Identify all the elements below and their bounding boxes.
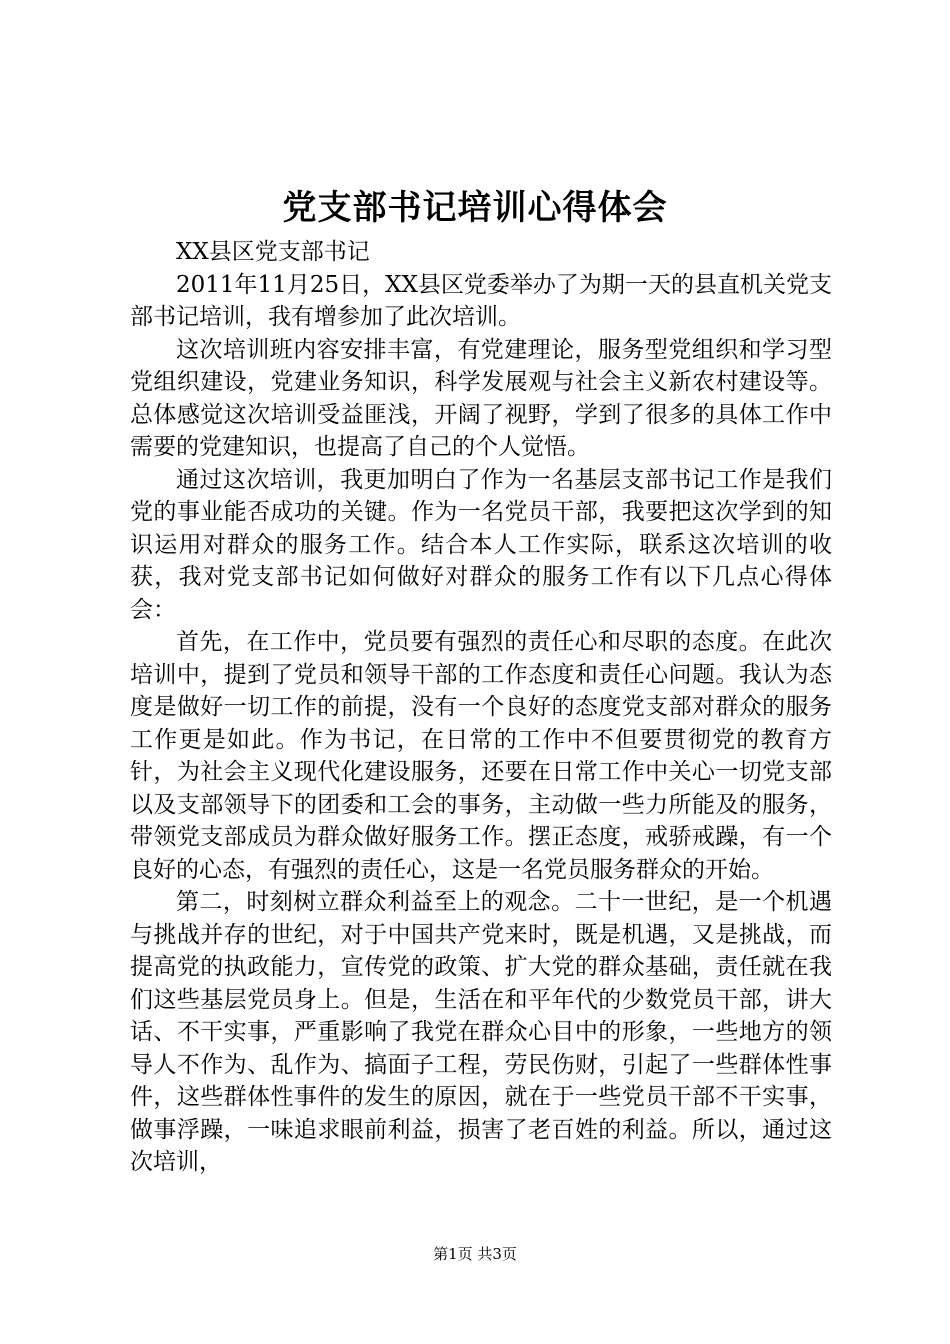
paragraph: 通过这次培训，我更加明白了作为一名基层支部书记工作是我们党的事业能否成功的关键。作为一名党员干部，我要把这次学到的知识运用对群众的服务工作。结合本人工作实际，联系这次培训的收获，我对党支部书记如何做好对群众的服务工作有以下几点心得体会： (130, 466, 832, 623)
document-title: 党支部书记培训心得体会 (282, 188, 668, 228)
paragraph: 这次培训班内容安排丰富，有党建理论，服务型党组织和学习型党组织建设，党建业务知识，科学发展观与社会主义新农村建设等。总体感觉这次培训受益匪浅，开阔了视野，学到了很多的具体工作中需要的党建知识，也提高了自己的个人觉悟。 (130, 336, 832, 460)
author-line: XX县区党支部书记 (176, 239, 370, 265)
page-footer: 第1页 共3页 (433, 1245, 517, 1263)
paragraph: 首先，在工作中，党员要有强烈的责任心和尽职的态度。在此次培训中，提到了党员和领导干部的工作态度和责任心问题。我认为态度是做好一切工作的前提，没有一个良好的态度党支部对群众的服务工作更是如此。作为书记，在日常的工作中不但要贯彻党的教育方针，为社会主义现代化建设服务，还要在日常工作中关心一切党支部以及支部领导下的团委和工会的事务，主动做一些力所能及的服务，带领党支部成员为群众做好服务工作。摆正态度，戒骄戒躁，有一个良好的心态，有强烈的责任心，这是一名党员服务群众的开始。 (130, 629, 832, 883)
document-body (130, 236, 832, 1179)
paragraph: 2011年11月25日，XX县区党委举办了为期一天的县直机关党支部书记培训，我有增参加了此次培训。 (130, 271, 832, 330)
paragraph: 第二，时刻树立群众利益至上的观念。二十一世纪，是一个机遇与挑战并存的世纪，对于中国共产党来时，既是机遇，又是挑战，而提高党的执政能力，宣传党的政策、扩大党的群众基础，责任就在我们这些基层党员身上。但是，生活在和平年代的少数党员干部，讲大话、不干实事，严重影响了我党在群众心目中的形象，一些地方的领导人不作为、乱作为、搞面子工程，劳民伤财，引起了一些群体性事件，这些群体性事件的发生的原因，就在于一些党员干部不干实事，做事浮躁，一味追求眼前利益，损害了老百姓的利益。所以，通过这次培训， (130, 889, 832, 1175)
